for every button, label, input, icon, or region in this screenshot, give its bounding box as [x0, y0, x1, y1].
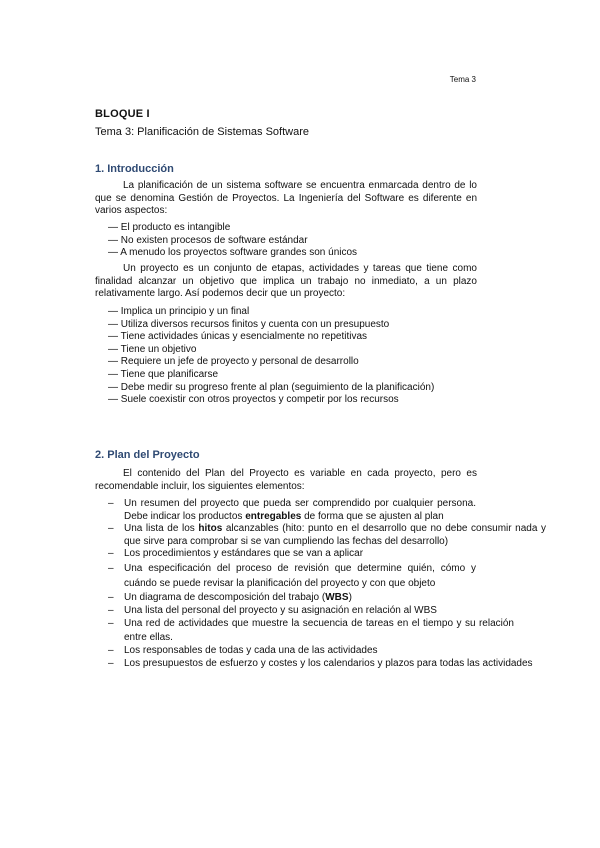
list-item: – Los responsables de todas y cada una de las actividades	[108, 645, 546, 658]
section-1-list-2	[108, 306, 434, 407]
list-item: — Tiene actividades únicas y esencialmente no repetitivas	[108, 331, 434, 344]
list-item: – Una red de actividades que muestre la secuencia de tareas en el tiempo y su relación entre ellas.	[108, 617, 514, 645]
section-1-heading: 1. Introducción	[95, 163, 174, 175]
list-item: – Los procedimientos y estándares que se van a aplicar	[108, 548, 546, 561]
list-item: — Tiene un objetivo	[108, 344, 434, 357]
topic-subtitle: Tema 3: Planificación de Sistemas Software	[95, 126, 309, 138]
list-item: — No existen procesos de software estándar	[108, 235, 357, 248]
list-item: – Una lista del personal del proyecto y su asignación en relación al WBS	[108, 605, 546, 618]
section-1-list-1	[108, 222, 357, 260]
list-item: – Un diagrama de descomposición del trabajo (WBS)	[108, 592, 546, 605]
list-item: — Debe medir su progreso frente al plan (seguimiento de la planificación)	[108, 382, 434, 395]
list-item: – Un resumen del proyecto que pueda ser comprendido por cualquier persona. Debe indicar los productos entregables de forma que se ajusten al plan	[108, 498, 476, 523]
section-2-heading: 2. Plan del Proyecto	[95, 449, 200, 461]
list-item: — A menudo los proyectos software grandes son únicos	[108, 247, 357, 260]
list-item: — El producto es intangible	[108, 222, 357, 235]
list-item: — Suele coexistir con otros proyectos y competir por los recursos	[108, 394, 434, 407]
section-1-paragraph-2: Un proyecto es un conjunto de etapas, actividades y tareas que tiene como finalidad alcanzar un objetivo que implica un trabajo no inmediato, a un plazo relativamente largo. Así podemos decir que un proyecto:	[95, 263, 477, 300]
list-item: — Tiene que planificarse	[108, 369, 434, 382]
list-item: — Requiere un jefe de proyecto y personal de desarrollo	[108, 356, 434, 369]
list-item: — Implica un principio y un final	[108, 306, 434, 319]
section-1-paragraph-1: La planificación de un sistema software se encuentra enmarcada dentro de lo que se denomina Gestión de Proyectos. La Ingeniería del Software es diferente en varios aspectos:	[95, 180, 477, 217]
list-item: – Una lista de los hitos alcanzables (hito: punto en el desarrollo que no debe consumir nada y que sirve para comprobar si se van cumpliendo las fechas del desarrollo)	[108, 523, 546, 548]
section-2-paragraph-1: El contenido del Plan del Proyecto es variable en cada proyecto, pero es recomendable incluir, los siguientes elementos:	[95, 468, 477, 492]
header-tag: Tema 3	[449, 75, 476, 84]
list-item: – Una especificación del proceso de revisión que determine quién, cómo y cuándo se puede revisar la planificación del proyecto y con que objeto	[108, 561, 476, 592]
section-2-list	[108, 498, 546, 670]
list-item: – Los presupuestos de esfuerzo y costes y los calendarios y plazos para todas las actividades	[108, 658, 546, 671]
list-item: — Utiliza diversos recursos finitos y cuenta con un presupuesto	[108, 319, 434, 332]
block-title: BLOQUE I	[95, 108, 150, 120]
